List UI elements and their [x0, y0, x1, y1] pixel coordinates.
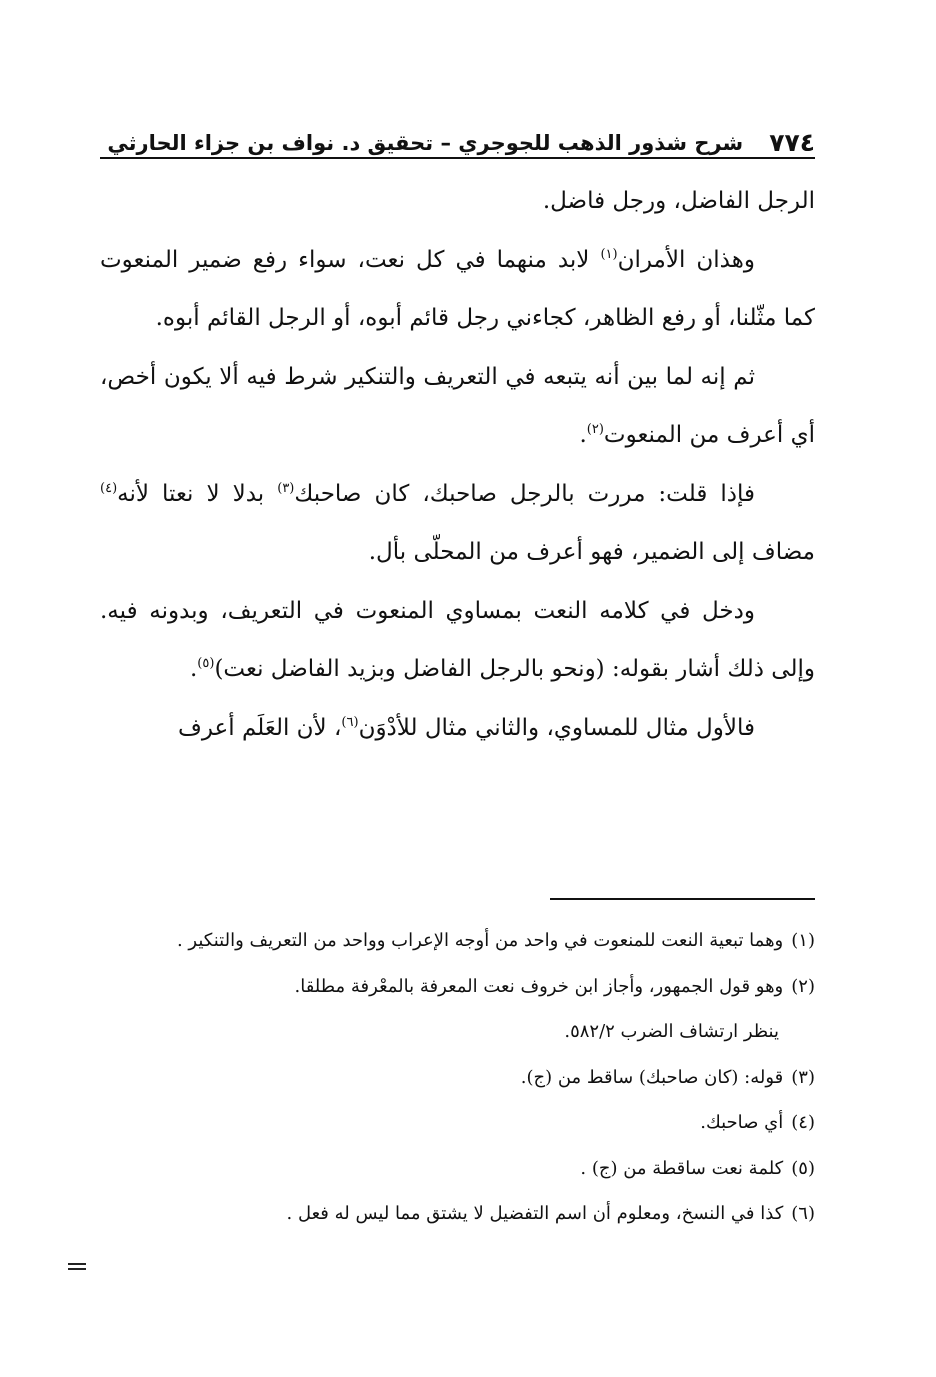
footnote-text: وهما تبعية النعت للمنعوت في واحد من أوجه الإعراب وواحد من التعريف والتنكير . [176, 930, 784, 951]
footnote-ref-4[interactable]: (٤) [100, 480, 118, 496]
paragraph-2: وهذان الأمران$^{(١)}$ لابد منهما في كل نعت، سواء رفع ضمير المنعوت كما مثّلنا، أو رفع الظاهر، كجاءني رجل قائم أبوه، أو الرجل القائم أبوه. [100, 246, 815, 331]
paragraph-4: فإذا قلت: مررت بالرجل صاحبك، كان صاحبك$^{(٣)}$ بدلا لا نعتا لأنه$^{(٤)}$ مضاف إلى الضمير، فهو أعرف من المحلّى بأل. [100, 480, 815, 565]
margin-mark [68, 1263, 86, 1271]
footnote-6 [100, 1191, 815, 1237]
running-title: شرح شذور الذهب للجوجري – تحقيق د. نواف بن جزاء الحارثي [107, 131, 744, 155]
footnote-number: (٥) [791, 1157, 815, 1179]
paragraph-1: الرجل الفاضل، ورجل فاضل. [542, 188, 815, 214]
footnotes [100, 918, 815, 1237]
paragraph-5: ودخل في كلامه النعت بمساوي المنعوت في التعريف، وبدونه فيه. وإلى ذلك أشار بقوله: (ونحو بالرجل الفاضل وبزيد الفاضل نعت)$^{(٥)}$. [100, 597, 815, 682]
footnote-text: وهو قول الجمهور، وأجاز ابن خروف نعت المعرفة بالمعْرفة مطلقا. [294, 975, 784, 997]
footnote-number: (٢) [791, 975, 815, 997]
footnote-number: (٦) [791, 1203, 815, 1224]
footnote-2-continuation: ينظر ارتشاف الضرب ٥٨٢/٢. [564, 1021, 779, 1042]
footnote-1 [100, 918, 815, 964]
footnote-4 [100, 1100, 815, 1146]
footnote-number: (٤) [791, 1112, 815, 1133]
footnote-3 [100, 1055, 815, 1101]
footnote-number: (٣) [791, 1066, 815, 1088]
paragraph-6: فالأول مثال للمساوي، والثاني مثال للأدْوَن$^{(٦)}$، لأن العَلَم أعرف [177, 714, 755, 741]
footnote-5 [100, 1146, 815, 1192]
footnote-ref-1[interactable]: (١) [600, 246, 618, 262]
footnote-ref-2[interactable]: (٢) [586, 422, 604, 437]
footnote-text: قوله: (كان صاحبك) ساقط من (ج). [520, 1066, 784, 1088]
footnote-text: أي صاحبك. [700, 1112, 784, 1133]
footnote-number: (١) [791, 930, 815, 951]
footnote-ref-5[interactable]: (٥) [197, 656, 215, 671]
footnote-separator [550, 898, 815, 900]
paragraph-3: ثم إنه لما بين أنه يتبعه في التعريف والتنكير شرط فيه ألا يكون أخص، أي أعرف من المنعوت$^{(٢)}$. [100, 363, 815, 448]
footnote-text: كذا في النسخ، ومعلوم أن اسم التفضيل لا يشتق مما ليس له فعل . [286, 1203, 784, 1224]
header-rule [100, 157, 815, 159]
running-header [100, 122, 815, 160]
footnote-ref-6[interactable]: (٦) [341, 714, 359, 730]
footnote-ref-3[interactable]: (٣) [277, 480, 295, 496]
main-text [100, 172, 815, 757]
footnote-text: كلمة نعت ساقطة من (ج) . [580, 1157, 784, 1179]
page-number: ٧٧٤ [769, 128, 815, 157]
footnote-2 [100, 964, 815, 1010]
